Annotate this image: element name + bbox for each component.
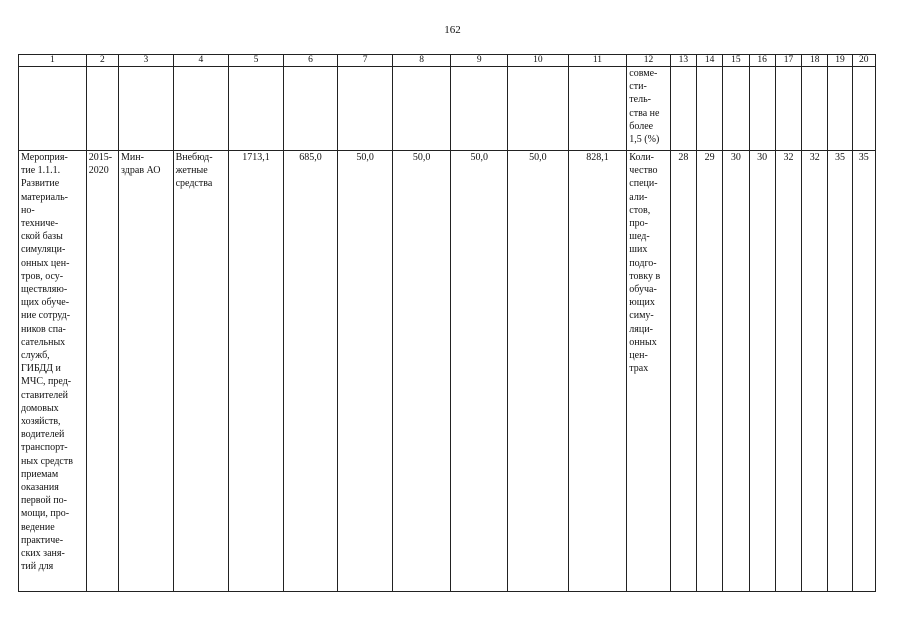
- page-number: 162: [444, 24, 461, 36]
- funding-col7: 50,0: [338, 151, 393, 592]
- cell: [119, 67, 174, 151]
- program-table: [18, 54, 876, 592]
- cell: [451, 67, 508, 151]
- col-header: 4: [173, 55, 229, 67]
- cell: [697, 67, 723, 151]
- cell: [568, 67, 627, 151]
- cell: [670, 67, 696, 151]
- cell: [229, 67, 284, 151]
- cell: [338, 67, 393, 151]
- funding-col11: 828,1: [568, 151, 627, 592]
- col-header: 8: [392, 55, 451, 67]
- funding-source: Внебюд- жетные средства: [173, 151, 229, 592]
- col-header: 18: [802, 55, 828, 67]
- col-header: 6: [283, 55, 338, 67]
- cell: [828, 67, 852, 151]
- col-header: 7: [338, 55, 393, 67]
- cell: [392, 67, 451, 151]
- col-header: 12: [627, 55, 670, 67]
- executor: Мин- здрав АО: [119, 151, 174, 592]
- target-value: 32: [775, 151, 801, 592]
- target-value: 32: [802, 151, 828, 592]
- cell: [508, 67, 569, 151]
- col-header: 20: [852, 55, 875, 67]
- cell: [802, 67, 828, 151]
- measure-name: Мероприя- тие 1.1.1. Развитие материаль- но- техниче- ской базы симуляци- онных цен- тров, осу- ществляю- щих обуче- ние сотруд- ников спа- сательных служб, ГИБДД и МЧС, пред- ставителей домовых хозяйств, водителей транспорт- ных средств приемам оказания первой по- мощи, про- ведение практиче- ских заня- тий для: [19, 151, 87, 592]
- indicator-continuation: совме- сти- тель- ства не более 1,5 (%): [627, 67, 670, 151]
- indicator-name: Коли- чество специ- али- стов, про- шед- ших подго- товку в обуча- ющих симу- ляци- онных цен- трах: [627, 151, 670, 592]
- col-header: 10: [508, 55, 569, 67]
- cell: [723, 67, 749, 151]
- cell: [173, 67, 229, 151]
- target-value: 35: [852, 151, 875, 592]
- funding-col6: 685,0: [283, 151, 338, 592]
- cell: [19, 67, 87, 151]
- col-header: 9: [451, 55, 508, 67]
- column-number-row: [19, 55, 876, 67]
- cell: [749, 67, 775, 151]
- cell: [852, 67, 875, 151]
- cell: [775, 67, 801, 151]
- cell: [283, 67, 338, 151]
- target-value: 29: [697, 151, 723, 592]
- funding-col10: 50,0: [508, 151, 569, 592]
- col-header: 3: [119, 55, 174, 67]
- col-header: 1: [19, 55, 87, 67]
- col-header: 13: [670, 55, 696, 67]
- col-header: 16: [749, 55, 775, 67]
- target-value: 30: [749, 151, 775, 592]
- target-value: 30: [723, 151, 749, 592]
- col-header: 14: [697, 55, 723, 67]
- target-value: 28: [670, 151, 696, 592]
- col-header: 15: [723, 55, 749, 67]
- col-header: 19: [828, 55, 852, 67]
- col-header: 5: [229, 55, 284, 67]
- col-header: 11: [568, 55, 627, 67]
- implementation-period: 2015- 2020: [86, 151, 118, 592]
- target-value: 35: [828, 151, 852, 592]
- funding-col8: 50,0: [392, 151, 451, 592]
- cell: [86, 67, 118, 151]
- funding-col9: 50,0: [451, 151, 508, 592]
- measure-row: [19, 151, 876, 592]
- col-header: 2: [86, 55, 118, 67]
- funding-total: 1713,1: [229, 151, 284, 592]
- col-header: 17: [775, 55, 801, 67]
- continuation-row: [19, 67, 876, 151]
